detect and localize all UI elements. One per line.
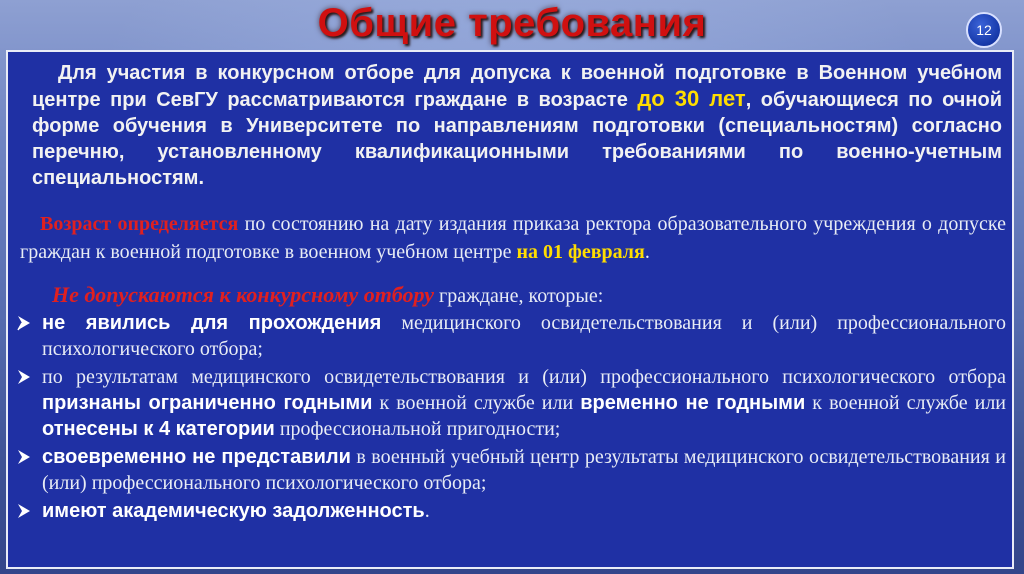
page-number-badge: 12 <box>966 12 1002 48</box>
bullet-text: . <box>424 500 430 522</box>
paragraph-text: граждане, которые: <box>433 285 604 307</box>
exclusion-list <box>16 310 1006 526</box>
bullet-text: в военный учебный центр результаты медицинского освидетельствования и (или) профессионального психологического отбора; <box>42 446 1006 494</box>
bullet-text: к военной службе или <box>372 392 581 414</box>
bullet-bold: временно не годными <box>580 392 806 414</box>
bullet-bold: признаны ограниченно годными <box>42 392 373 414</box>
arrow-check-icon <box>16 446 36 468</box>
list-item <box>16 498 1006 524</box>
age-determination-lead: Возраст определяется <box>40 213 239 235</box>
bullet-bold: отнесены к 4 категории <box>42 418 275 440</box>
paragraph-end: . <box>644 241 650 263</box>
bullet-text: профессиональной пригодности; <box>274 418 561 440</box>
list-item <box>16 364 1006 442</box>
paragraph-not-admitted <box>52 282 1002 309</box>
bullet-bold: не явились для прохождения <box>42 312 382 334</box>
age-limit-highlight: до 30 лет <box>637 86 746 111</box>
content-panel <box>6 50 1014 569</box>
slide-title: Общие требования <box>317 1 707 45</box>
bullet-text: к военной службе или <box>805 392 1007 414</box>
date-highlight: на 01 февраля <box>516 241 645 263</box>
paragraph-age-determination <box>20 210 1006 266</box>
paragraph-text: Для участия в конкурсном отборе для допуска к военной подготовке в Военном учебном центре при СевГУ рассматриваются граждане в возрасте <box>32 62 1002 111</box>
arrow-check-icon <box>16 500 36 522</box>
arrow-check-icon <box>16 312 36 334</box>
list-item <box>16 310 1006 362</box>
bullet-text: медицинского освидетельствования и (или) профессионального психологического отбора; <box>42 312 1006 360</box>
not-admitted-lead: Не допускаются к конкурсному отбору <box>52 282 434 307</box>
paragraph-text: , обучающиеся по очной форме обучения в Университете по направлениям подготовки (специальностям) согласно перечню, установленному квалификационными требованиями по военно-учетным специальностям. <box>32 89 1002 189</box>
bullet-bold: имеют академическую задолженность <box>42 500 425 522</box>
bullet-bold: своевременно не представили <box>42 446 351 468</box>
bullet-text: по результатам медицинского освидетельствования и (или) профессионального психологического отбора <box>42 366 1006 388</box>
paragraph-participation <box>32 60 1002 191</box>
paragraph-text: по состоянию на дату издания приказа ректора образовательного учреждения о допуске граждан к военной подготовке в военном учебном центре <box>20 213 1007 263</box>
list-item <box>16 444 1006 496</box>
arrow-check-icon <box>16 366 36 388</box>
